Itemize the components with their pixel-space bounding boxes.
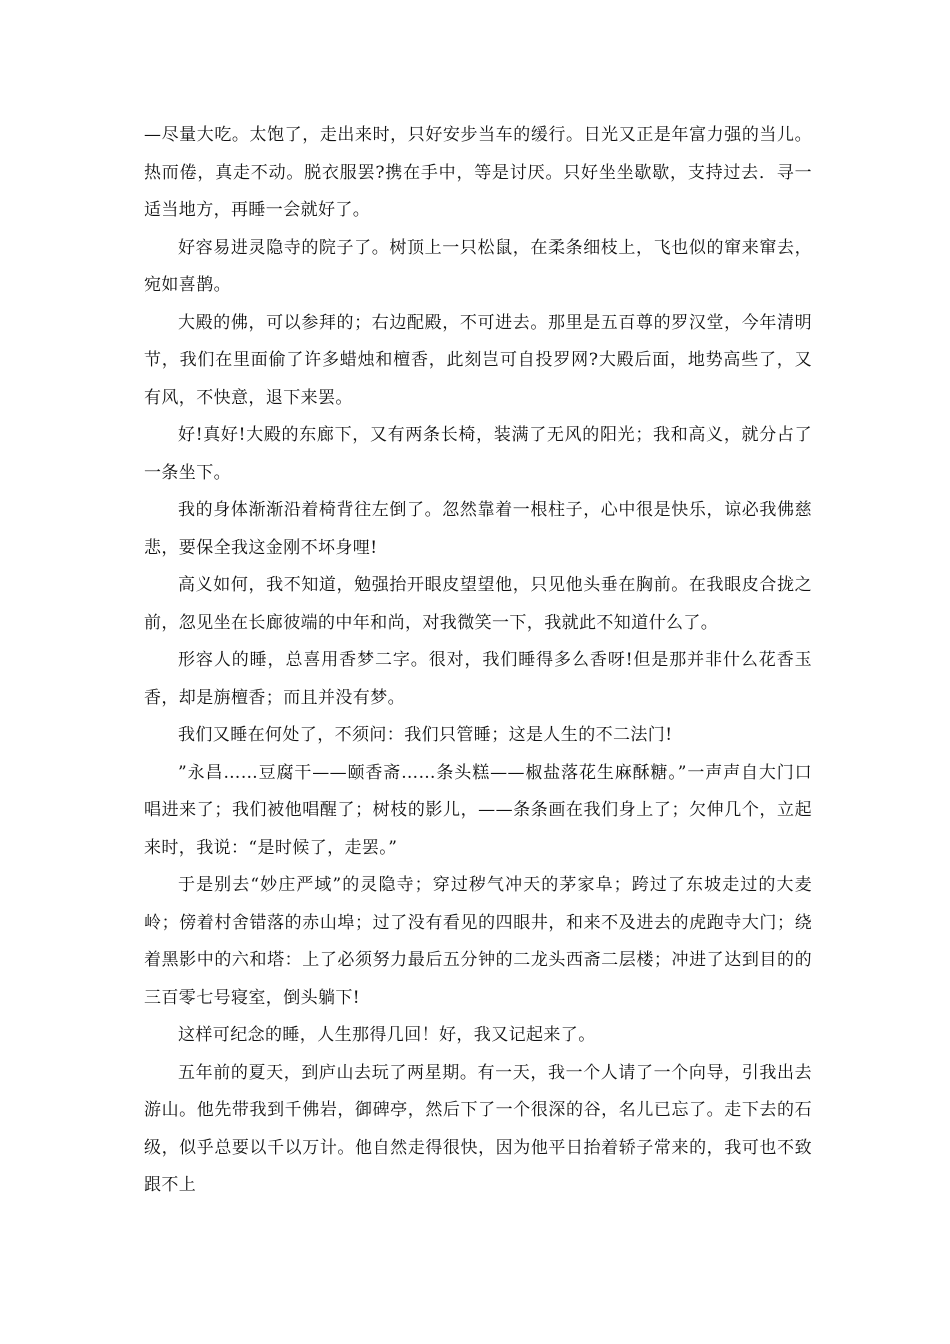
paragraph: 这样可纪念的睡，人生那得几回！好，我又记起来了。	[178, 1025, 596, 1045]
paragraph: —尽量大吃。太饱了，走出来时，只好安步当车的缓行。日光又正是年富力强的当儿。热而倦，真走不动。脱衣服罢?携在手中，等是讨厌。只好坐坐歇歇，支持过去．寻一适当地方，再睡一会就好了。	[144, 125, 812, 220]
paragraph: 形容人的睡，总喜用香梦二字。很对，我们睡得多么香呀!但是那并非什么花香玉香，却是旃檀香；而且并没有梦。	[144, 650, 812, 708]
paragraph: 我的身体渐渐沿着椅背往左倒了。忽然靠着一根柱子，心中很是快乐，谅必我佛慈悲，要保全我这金刚不坏身哩!	[144, 500, 812, 558]
paragraph: 于是别去“妙庄严域”的灵隐寺；穿过秽气冲天的茅家阜；跨过了东坡走过的大麦岭；傍着村舍错落的赤山埠；过了没有看见的四眼井，和来不及进去的虎跑寺大门；绕着黑影中的六和塔：上了必须努力最后五分钟的二龙头西斋二层楼；冲进了达到目的的三百零七号寝室，倒头躺下!	[144, 875, 812, 1008]
paragraph: 好!真好!大殿的东廊下，又有两条长椅，装满了无风的阳光；我和高义，就分占了一条坐下。	[144, 425, 812, 483]
paragraph: ”永昌……豆腐干——颐香斋……条头糕——椒盐落花生麻酥糖。”一声声自大门口唱进来了；我们被他唱醒了；树枝的影儿，——条条画在我们身上了；欠伸几个，立起来时，我说：“是时候了，走罢。”	[144, 762, 812, 858]
paragraph: 五年前的夏天，到庐山去玩了两星期。有一天，我一个人请了一个向导，引我出去游山。他先带我到千佛岩，御碑亭，然后下了一个很深的谷，名儿已忘了。走下去的石级，似乎总要以千以万计。他自然走得很快，因为他平日抬着轿子常来的，我可也不致跟不上	[144, 1062, 812, 1195]
paragraph: 我们又睡在何处了，不须问：我们只管睡；这是人生的不二法门!	[178, 725, 673, 745]
paragraph: 好容易进灵隐寺的院子了。树顶上一只松鼠，在柔条细枝上，飞也似的窜来窜去，宛如喜鹊。	[144, 237, 812, 295]
paragraph: 高义如何，我不知道，勉强抬开眼皮望望他，只见他头垂在胸前。在我眼皮合拢之前，忽见坐在长廊彼端的中年和尚，对我微笑一下，我就此不知道什么了。	[144, 575, 812, 633]
document-body	[144, 117, 812, 1205]
paragraph: 大殿的佛，可以参拜的；右边配殿，不可进去。那里是五百尊的罗汉堂，今年清明节，我们在里面偷了许多蜡烛和檀香，此刻岂可自投罗网?大殿后面，地势高些了，又有风，不快意，退下来罢。	[144, 312, 812, 408]
